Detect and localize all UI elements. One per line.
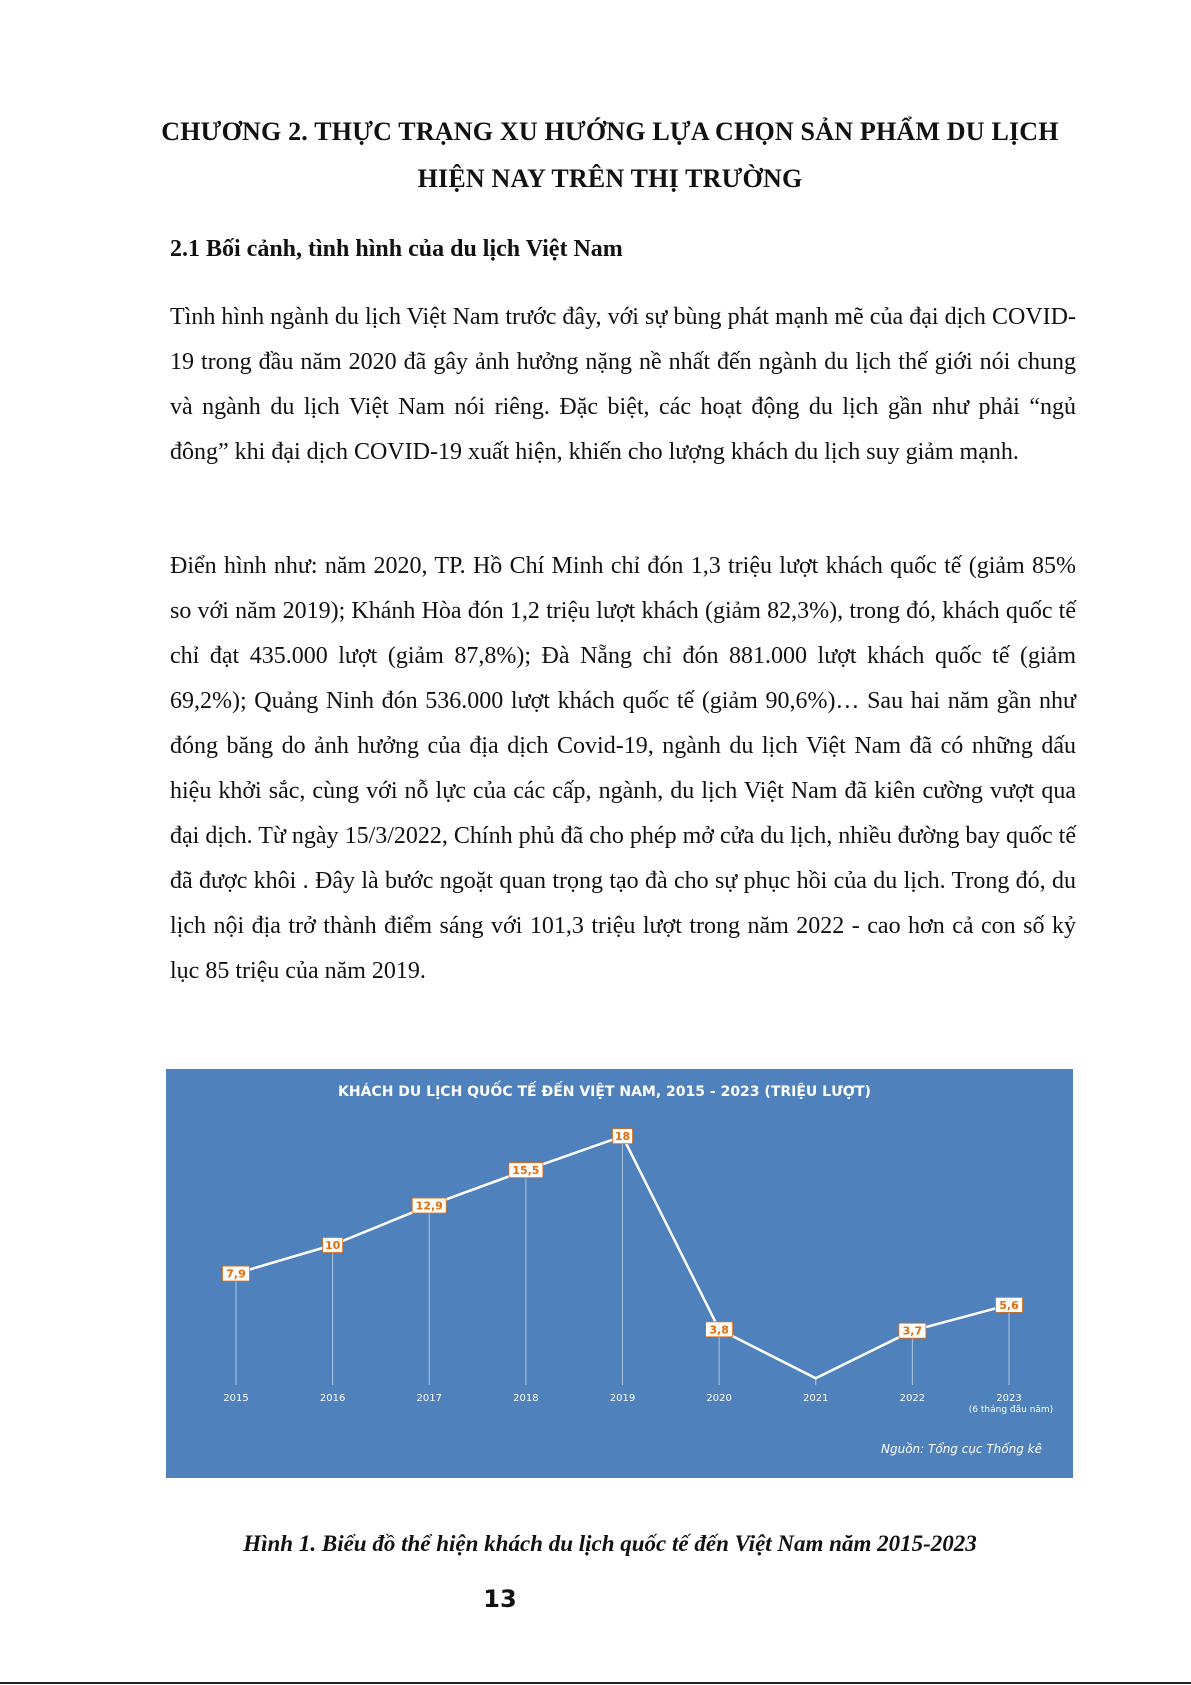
x-tick-label-2021: 2021 [803, 1393, 829, 1404]
data-label-2017: 12,9 [415, 1199, 443, 1213]
x-tick-label-2018: 2018 [513, 1393, 539, 1404]
x-tick-label-2023: 2023 [996, 1393, 1022, 1404]
body-paragraph-1: Tình hình ngành du lịch Việt Nam trước đây, với sự bùng phát mạnh mẽ của đại dịch COVID-19 trong đầu năm 2020 đã gây ảnh hưởng nặng nề nhất đến ngành du lịch thế giới nói chung và ngành du lịch Việt Nam nói riêng. Đặc biệt, các hoạt động du lịch gần như phải “ngủ đông” khi đại dịch COVID-19 xuất hiện, khiến cho lượng khách du lịch suy giảm mạnh. [170, 304, 1076, 465]
data-label-2019: 18 [614, 1130, 631, 1144]
chart-title: KHÁCH DU LỊCH QUỐC TẾ ĐẾN VIỆT NAM, 2015 - 2023 (TRIỆU LƯỢT) [338, 1084, 871, 1100]
x-tick-label-2022: 2022 [899, 1393, 926, 1404]
data-label-2020: 3,8 [709, 1323, 729, 1337]
page-bottom-rule [0, 1682, 1191, 1684]
section-heading: 2.1 Bối cảnh, tình hình của du lịch Việt Nam [170, 236, 623, 262]
x-tick-label-2017: 2017 [416, 1393, 442, 1404]
chapter-title: CHƯƠNG 2. THỰC TRẠNG XU HƯỚNG LỰA CHỌN SẢN PHẨM DU LỊCH HIỆN NAY TRÊN THỊ TRƯỜNG [161, 117, 1059, 193]
page-number: 13 [483, 1585, 517, 1613]
figure-caption: Hình 1. Biểu đồ thể hiện khách du lịch quốc tế đến Việt Nam năm 2015-2023 [243, 1531, 977, 1556]
data-label-2016: 10 [324, 1239, 341, 1252]
x-tick-label-2019: 2019 [609, 1393, 636, 1404]
chart-source-note: Nguồn: Tổng cục Thống kê [881, 1442, 1042, 1456]
x-tick-label-2015: 2015 [223, 1393, 249, 1404]
data-label-2022: 3,7 [902, 1324, 923, 1338]
x-tick-note-2023: (6 tháng đầu năm) [968, 1405, 1054, 1415]
data-label-2023: 5,6 [999, 1298, 1019, 1312]
data-label-2015: 7,9 [226, 1267, 246, 1281]
body-paragraph-2: Điển hình như: năm 2020, TP. Hồ Chí Minh chỉ đón 1,3 triệu lượt khách quốc tế (giảm 85% so với năm 2019); Khánh Hòa đón 1,2 triệu lượt khách (giảm 82,3%), trong đó, khách quốc tế chỉ đạt 435.000 lượt (giảm 87,8%); Đà Nẵng chỉ đón 881.000 lượt khách quốc tế (giảm 69,2%); Quảng Ninh đón 536.000 lượt khách quốc tế (giảm 90,6%)… Sau hai năm gần như đóng băng do ảnh hưởng của địa dịch Covid-19, ngành du lịch Việt Nam đã có những dấu hiệu khởi sắc, cùng với nỗ lực của các cấp, ngành, du lịch Việt Nam đã kiên cường vượt qua đại dịch. Từ ngày 15/3/2022, Chính phủ đã cho phép mở cửa du lịch, nhiều đường bay quốc tế đã được khôi . Đây là bước ngoặt quan trọng tạo đà cho sự phục hồi của du lịch. Trong đó, du lịch nội địa trở thành điểm sáng với 101,3 triệu lượt trong năm 2022 - cao hơn cả con số kỷ lục 85 triệu của năm 2019. [170, 553, 1076, 984]
chart-figure [166, 1069, 1073, 1478]
line-chart [166, 1069, 1073, 1478]
x-tick-label-2016: 2016 [319, 1393, 346, 1404]
data-label-2018: 15,5 [512, 1164, 540, 1178]
x-tick-label-2020: 2020 [706, 1393, 732, 1404]
